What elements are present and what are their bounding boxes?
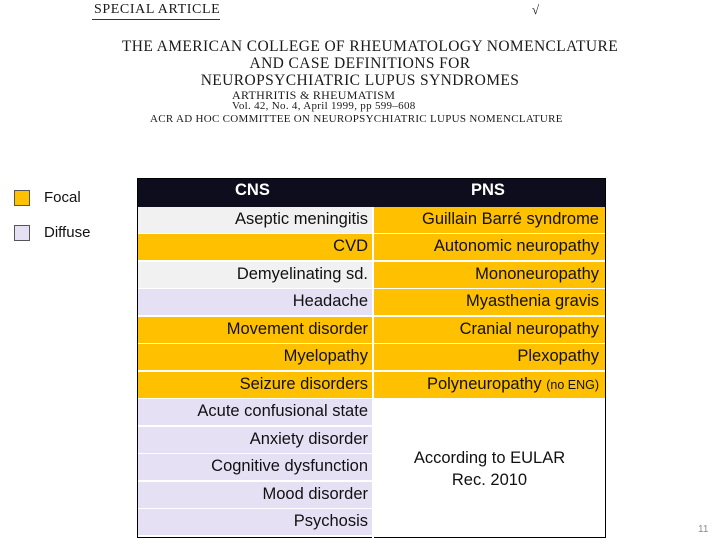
cns-cell: Acute confusional state	[138, 399, 372, 425]
diffuse-swatch	[14, 225, 30, 241]
special-article-underline	[92, 19, 220, 20]
cns-cell: Cognitive dysfunction	[138, 454, 372, 480]
cns-cell: Anxiety disorder	[138, 427, 372, 453]
article-title-line-2: AND CASE DEFINITIONS FOR	[249, 55, 471, 72]
pns-cell: Myasthenia gravis	[374, 289, 605, 315]
cns-cell: Seizure disorders	[138, 372, 372, 398]
pns-cell-polyneuropathy	[374, 372, 605, 398]
committee-name: ACR AD HOC COMMITTEE ON NEUROPSYCHIATRIC LUPUS NOMENCLATURE	[150, 113, 563, 125]
legend-label-focal: Focal	[44, 189, 81, 206]
cns-cell: Mood disorder	[138, 482, 372, 508]
pns-cell: Mononeuropathy	[374, 262, 605, 288]
cns-cell: Headache	[138, 289, 372, 315]
legend-item-diffuse	[14, 224, 90, 241]
cns-cell: Psychosis	[138, 509, 372, 535]
pns-cell: Plexopathy	[374, 344, 605, 370]
citation: Vol. 42, No. 4, April 1999, pp 599–608	[232, 100, 416, 112]
eular-note	[374, 447, 605, 491]
check-mark-icon: √	[532, 2, 540, 17]
pns-cell: Guillain Barré syndrome	[374, 207, 605, 233]
legend-item-focal	[14, 189, 81, 206]
article-title-line-3: NEUROPSYCHIATRIC LUPUS SYNDROMES	[200, 72, 520, 89]
special-article-label: SPECIAL ARTICLE	[94, 2, 221, 17]
eular-note-line-2: Rec. 2010	[451, 471, 528, 489]
eular-note-line-1: According to EULAR	[413, 449, 566, 467]
pns-header: PNS	[471, 181, 505, 199]
cns-cell: Demyelinating sd.	[138, 262, 372, 288]
pns-column	[374, 207, 605, 399]
journal-name: ARTHRITIS & RHEUMATISM	[232, 88, 396, 102]
pns-cell-note: (no ENG)	[546, 377, 599, 392]
pns-cell: Cranial neuropathy	[374, 317, 605, 343]
page-number: 11	[698, 524, 709, 535]
focal-swatch	[14, 190, 30, 206]
article-title-line-1: THE AMERICAN COLLEGE OF RHEUMATOLOGY NOMENCLATURE	[121, 38, 619, 55]
cns-header: CNS	[235, 181, 270, 199]
cns-cell: Myelopathy	[138, 344, 372, 370]
cns-column	[138, 207, 372, 537]
legend-label-diffuse: Diffuse	[44, 224, 91, 241]
np-lupus-syndromes-table	[137, 178, 606, 538]
table-header-row	[138, 179, 605, 207]
cns-cell: CVD	[138, 234, 372, 260]
cns-cell: Movement disorder	[138, 317, 372, 343]
cns-cell: Aseptic meningitis	[138, 207, 372, 233]
pns-cell: Autonomic neuropathy	[374, 234, 605, 260]
pns-cell-text: Polyneuropathy	[426, 374, 542, 393]
